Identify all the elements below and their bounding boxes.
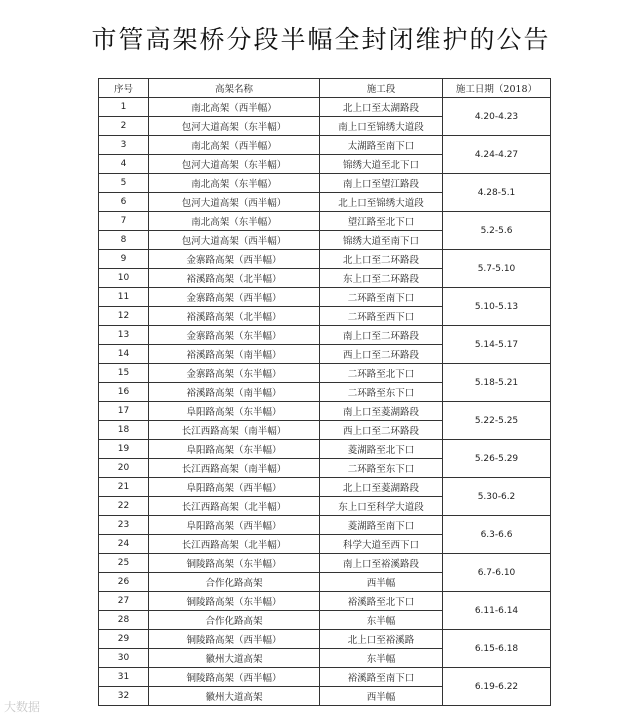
row-construction-section: 科学大道至西下口 [320, 535, 443, 554]
row-construction-section: 南上口至菱湖路段 [320, 402, 443, 421]
row-viaduct-name: 长江西路高架（南半幅） [149, 421, 320, 440]
row-construction-date: 4.24-4.27 [443, 136, 551, 174]
row-viaduct-name: 包河大道高架（西半幅） [149, 193, 320, 212]
row-index: 18 [99, 421, 149, 440]
row-construction-date: 5.26-5.29 [443, 440, 551, 478]
table-row [99, 136, 551, 155]
row-viaduct-name: 铜陵路高架（西半幅） [149, 630, 320, 649]
row-index: 19 [99, 440, 149, 459]
row-construction-date: 6.11-6.14 [443, 592, 551, 630]
row-viaduct-name: 南北高架（东半幅） [149, 212, 320, 231]
row-construction-section: 东上口至科学大道段 [320, 497, 443, 516]
table-row [99, 326, 551, 345]
watermark: 大数据 [4, 700, 41, 714]
row-construction-section: 望江路至北下口 [320, 212, 443, 231]
maintenance-schedule-table [98, 78, 551, 706]
row-construction-section: 锦绣大道至北下口 [320, 155, 443, 174]
table-row [99, 478, 551, 497]
row-construction-date: 5.18-5.21 [443, 364, 551, 402]
row-index: 11 [99, 288, 149, 307]
row-construction-section: 南上口至锦绣大道段 [320, 117, 443, 136]
row-index: 12 [99, 307, 149, 326]
table-row [99, 554, 551, 573]
row-index: 8 [99, 231, 149, 250]
row-index: 1 [99, 98, 149, 117]
row-viaduct-name: 包河大道高架（东半幅） [149, 117, 320, 136]
table-row [99, 516, 551, 535]
table-row [99, 98, 551, 117]
header-construction-date: 施工日期（2018） [443, 79, 551, 98]
row-viaduct-name: 阜阳路高架（东半幅） [149, 402, 320, 421]
row-construction-date: 5.22-5.25 [443, 402, 551, 440]
row-construction-section: 北上口至裕溪路 [320, 630, 443, 649]
row-viaduct-name: 南北高架（东半幅） [149, 174, 320, 193]
row-index: 28 [99, 611, 149, 630]
table-row [99, 402, 551, 421]
table-row [99, 630, 551, 649]
row-viaduct-name: 铜陵路高架（东半幅） [149, 592, 320, 611]
row-construction-date: 4.20-4.23 [443, 98, 551, 136]
row-construction-section: 北上口至二环路段 [320, 250, 443, 269]
row-index: 4 [99, 155, 149, 174]
row-index: 32 [99, 687, 149, 706]
table-row [99, 668, 551, 687]
row-construction-section: 西上口至二环路段 [320, 345, 443, 364]
table-row [99, 592, 551, 611]
row-index: 22 [99, 497, 149, 516]
row-construction-section: 北上口至菱湖路段 [320, 478, 443, 497]
row-index: 3 [99, 136, 149, 155]
row-construction-section: 南上口至裕溪路段 [320, 554, 443, 573]
row-viaduct-name: 裕溪路高架（南半幅） [149, 383, 320, 402]
row-viaduct-name: 金寨路高架（西半幅） [149, 250, 320, 269]
row-construction-date: 5.2-5.6 [443, 212, 551, 250]
row-construction-section: 东上口至二环路段 [320, 269, 443, 288]
row-construction-section: 菱湖路至南下口 [320, 516, 443, 535]
row-viaduct-name: 铜陵路高架（东半幅） [149, 554, 320, 573]
table-row [99, 174, 551, 193]
row-viaduct-name: 合作化路高架 [149, 611, 320, 630]
row-viaduct-name: 铜陵路高架（西半幅） [149, 668, 320, 687]
row-construction-section: 菱湖路至北下口 [320, 440, 443, 459]
row-index: 13 [99, 326, 149, 345]
row-index: 2 [99, 117, 149, 136]
row-index: 7 [99, 212, 149, 231]
row-construction-section: 太湖路至南下口 [320, 136, 443, 155]
row-viaduct-name: 裕溪路高架（北半幅） [149, 307, 320, 326]
row-construction-section: 裕溪路至南下口 [320, 668, 443, 687]
row-index: 9 [99, 250, 149, 269]
row-viaduct-name: 合作化路高架 [149, 573, 320, 592]
row-viaduct-name: 长江西路高架（北半幅） [149, 497, 320, 516]
header-viaduct-name: 高架名称 [149, 79, 320, 98]
row-construction-date: 5.10-5.13 [443, 288, 551, 326]
row-construction-date: 6.15-6.18 [443, 630, 551, 668]
row-construction-section: 裕溪路至北下口 [320, 592, 443, 611]
row-index: 23 [99, 516, 149, 535]
row-index: 5 [99, 174, 149, 193]
row-index: 25 [99, 554, 149, 573]
row-construction-section: 二环路至北下口 [320, 364, 443, 383]
row-viaduct-name: 南北高架（西半幅） [149, 136, 320, 155]
row-index: 21 [99, 478, 149, 497]
row-viaduct-name: 徽州大道高架 [149, 687, 320, 706]
row-index: 26 [99, 573, 149, 592]
row-viaduct-name: 裕溪路高架（南半幅） [149, 345, 320, 364]
row-construction-section: 东半幅 [320, 649, 443, 668]
table-row [99, 364, 551, 383]
row-construction-section: 锦绣大道至南下口 [320, 231, 443, 250]
row-construction-section: 南上口至望江路段 [320, 174, 443, 193]
row-construction-date: 4.28-5.1 [443, 174, 551, 212]
row-construction-date: 6.3-6.6 [443, 516, 551, 554]
table-body [99, 98, 551, 706]
row-construction-section: 二环路至东下口 [320, 459, 443, 478]
row-construction-section: 二环路至西下口 [320, 307, 443, 326]
row-index: 15 [99, 364, 149, 383]
row-viaduct-name: 包河大道高架（东半幅） [149, 155, 320, 174]
row-viaduct-name: 金寨路高架（东半幅） [149, 326, 320, 345]
table-row [99, 212, 551, 231]
row-index: 31 [99, 668, 149, 687]
row-index: 14 [99, 345, 149, 364]
row-construction-date: 6.7-6.10 [443, 554, 551, 592]
row-construction-section: 二环路至南下口 [320, 288, 443, 307]
row-construction-section: 北上口至锦绣大道段 [320, 193, 443, 212]
row-construction-section: 二环路至东下口 [320, 383, 443, 402]
row-construction-section: 西半幅 [320, 687, 443, 706]
row-construction-date: 5.7-5.10 [443, 250, 551, 288]
row-viaduct-name: 包河大道高架（西半幅） [149, 231, 320, 250]
row-index: 20 [99, 459, 149, 478]
row-construction-section: 西上口至二环路段 [320, 421, 443, 440]
table-header-row [99, 79, 551, 98]
row-index: 10 [99, 269, 149, 288]
row-construction-section: 东半幅 [320, 611, 443, 630]
row-viaduct-name: 长江西路高架（南半幅） [149, 459, 320, 478]
row-viaduct-name: 长江西路高架（北半幅） [149, 535, 320, 554]
row-index: 30 [99, 649, 149, 668]
row-index: 27 [99, 592, 149, 611]
row-viaduct-name: 金寨路高架（东半幅） [149, 364, 320, 383]
row-viaduct-name: 裕溪路高架（北半幅） [149, 269, 320, 288]
notice-title: 市管高架桥分段半幅全封闭维护的公告 [91, 25, 551, 54]
row-construction-section: 西半幅 [320, 573, 443, 592]
row-construction-date: 5.14-5.17 [443, 326, 551, 364]
row-index: 29 [99, 630, 149, 649]
row-construction-date: 5.30-6.2 [443, 478, 551, 516]
row-index: 24 [99, 535, 149, 554]
row-viaduct-name: 阜阳路高架（西半幅） [149, 516, 320, 535]
row-index: 17 [99, 402, 149, 421]
table-row [99, 440, 551, 459]
table-row [99, 250, 551, 269]
row-viaduct-name: 金寨路高架（西半幅） [149, 288, 320, 307]
header-construction-section: 施工段 [320, 79, 443, 98]
row-viaduct-name: 阜阳路高架（西半幅） [149, 478, 320, 497]
row-construction-section: 南上口至二环路段 [320, 326, 443, 345]
row-viaduct-name: 徽州大道高架 [149, 649, 320, 668]
header-index: 序号 [99, 79, 149, 98]
row-construction-date: 6.19-6.22 [443, 668, 551, 706]
row-viaduct-name: 南北高架（西半幅） [149, 98, 320, 117]
row-construction-section: 北上口至太湖路段 [320, 98, 443, 117]
table-row [99, 288, 551, 307]
row-index: 6 [99, 193, 149, 212]
row-viaduct-name: 阜阳路高架（东半幅） [149, 440, 320, 459]
row-index: 16 [99, 383, 149, 402]
